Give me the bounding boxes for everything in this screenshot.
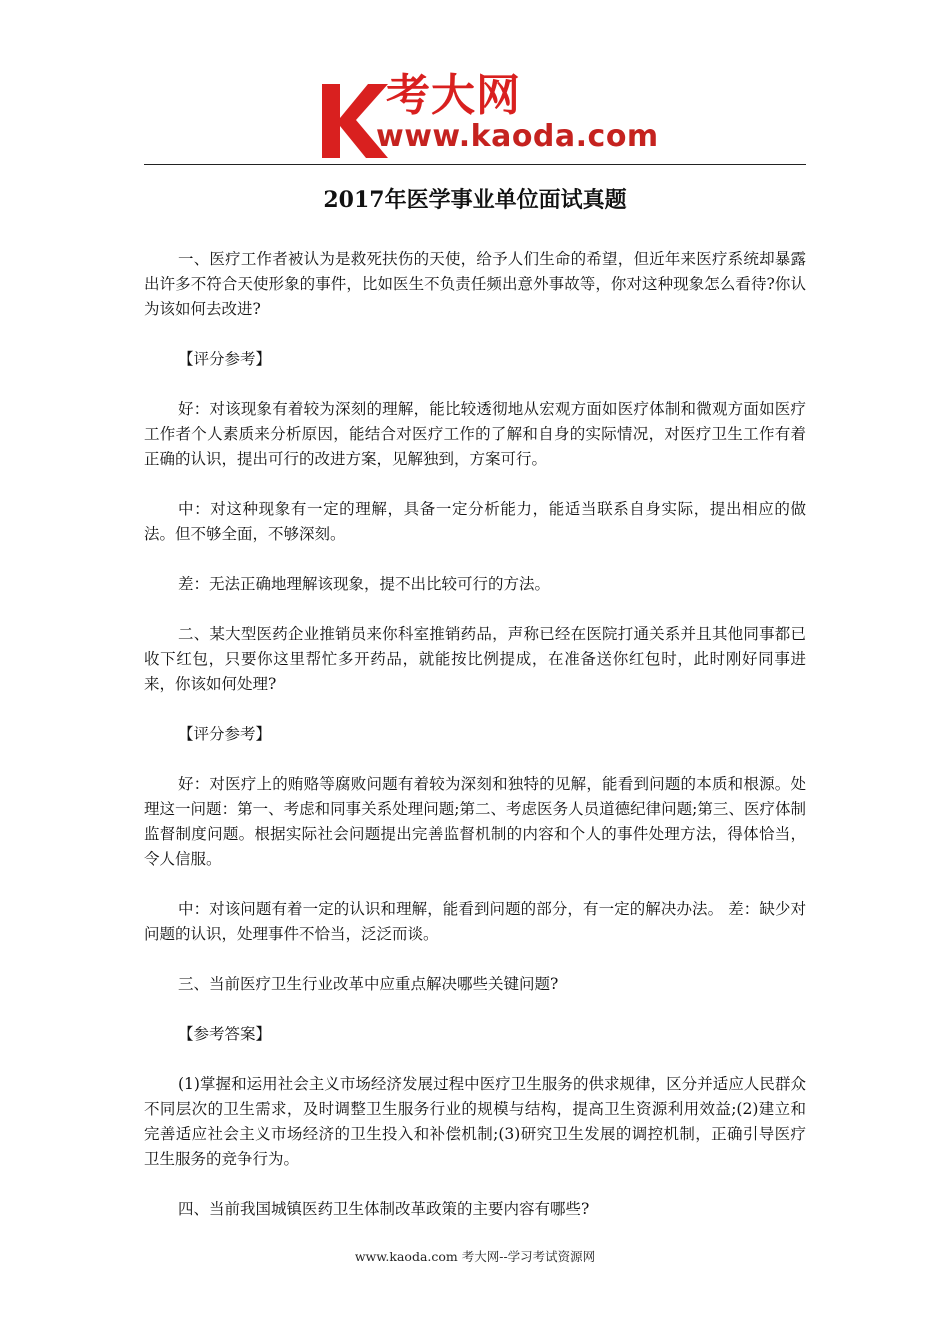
kaoda-logo bbox=[318, 70, 659, 160]
answer-medium: 中：对这种现象有一定的理解，具备一定分析能力，能适当联系自身实际，提出相应的做法。但不够全面，不够深刻。 bbox=[144, 500, 806, 543]
answer-medium-poor: 中：对该问题有着一定的认识和理解，能看到问题的部分，有一定的解决办法。 差：缺少对问题的认识，处理事件不恰当，泛泛而谈。 bbox=[144, 900, 806, 943]
section-label: 【评分参考】 bbox=[178, 350, 272, 368]
answer-poor: 差：无法正确地理解该现象，提不出比较可行的方法。 bbox=[178, 575, 551, 593]
question-2: 二、某大型医药企业推销员来你科室推销药品，声称已经在医院打通关系并且其他同事都已收下红包，只要你这里帮忙多开药品，就能按比例提成，在准备送你红包时，此时刚好同事进来，你该如何处理? bbox=[144, 625, 806, 693]
reference-answer: (1)掌握和运用社会主义市场经济发展过程中医疗卫生服务的供求规律，区分并适应人民群众不同层次的卫生需求，及时调整卫生服务行业的规模与结构，提高卫生资源利用效益;(2)建立和完善适应社会主义市场经济的卫生投入和补偿机制;(3)研究卫生发展的调控机制，正确引导医疗卫生服务的竞争行为。 bbox=[144, 1075, 806, 1168]
section-label: 【评分参考】 bbox=[178, 725, 272, 743]
document-body bbox=[144, 247, 806, 1247]
header-divider bbox=[144, 164, 806, 165]
logo-site-name: 考大网 bbox=[386, 70, 521, 121]
answer-good: 好：对医疗上的贿赂等腐败问题有着较为深刻和独特的见解，能看到问题的本质和根源。处理这一问题：第一、考虑和同事关系处理问题;第二、考虑医务人员道德纪律问题;第三、医疗体制监督制度问题。根据实际社会问题提出完善监督机制的内容和个人的事件处理方法，得体恰当，令人信服。 bbox=[144, 775, 806, 868]
answer-good: 好：对该现象有着较为深刻的理解，能比较透彻地从宏观方面如医疗体制和微观方面如医疗工作者个人素质来分析原因，能结合对医疗工作的了解和自身的实际情况，对医疗卫生工作有着正确的认识，提出可行的改进方案，见解独到，方案可行。 bbox=[144, 400, 806, 468]
page-footer: www.kaoda.com 考大网--学习考试资源网 bbox=[354, 1249, 596, 1264]
question-3: 三、当前医疗卫生行业改革中应重点解决哪些关键问题? bbox=[178, 975, 559, 993]
question-1: 一、医疗工作者被认为是救死扶伤的天使，给予人们生命的希望，但近年来医疗系统却暴露出许多不符合天使形象的事件，比如医生不负责任频出意外事故等，你对这种现象怎么看待?你认为该如何去改进? bbox=[144, 250, 806, 318]
question-4: 四、当前我国城镇医药卫生体制改革政策的主要内容有哪些? bbox=[178, 1200, 590, 1218]
section-label: 【参考答案】 bbox=[178, 1025, 272, 1043]
logo-site-url: www.kaoda.com bbox=[376, 119, 659, 154]
page-title: 2017年医学事业单位面试真题 bbox=[323, 187, 627, 213]
